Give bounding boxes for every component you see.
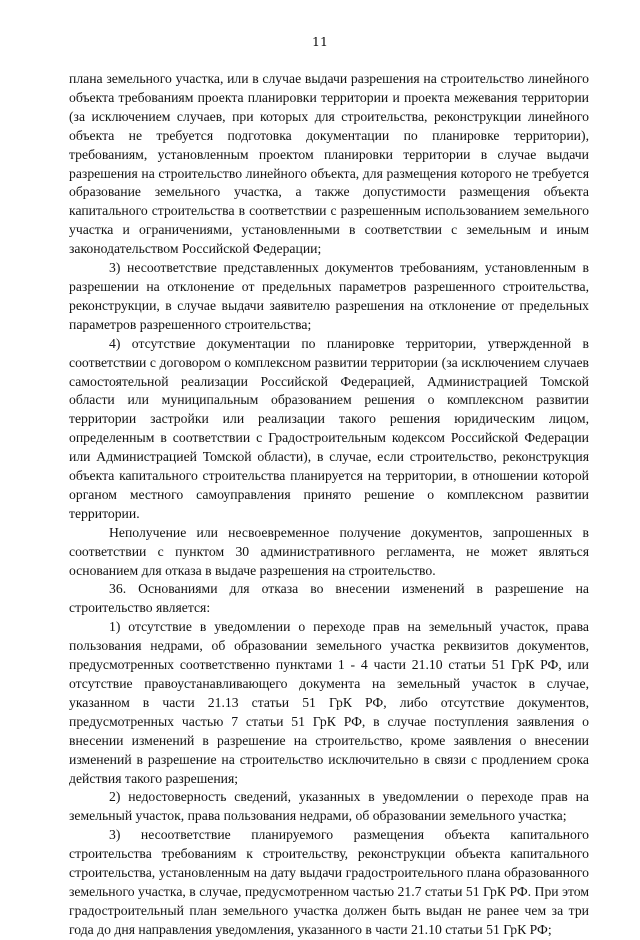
paragraph-item-4: 4) отсутствие документации по планировке территории, утвержденной в соответствии с договором о комплексном развитии территории (за исключением случаев самостоятельной реализации Российской Федерацией, Администрацией Томской области или муниципальным образованием решения о комплексном развитии территории застройки или реализации такого решения юридическим лицом, определенным в соответствии с Градостроительным кодексом Российской Федерации или Администрацией Томской области), в случае, если строительство, реконструкция объекта капитального строительства планируется на территории, в отношении которой органом местного самоуправления принято решение о комплексном развитии территории. [69, 335, 589, 521]
paragraph-section-36-item-1: 1) отсутствие в уведомлении о переходе прав на земельный участок, права пользования недрами, об образовании земельного участка реквизитов документов, предусмотренных соответственно пунктами 1 - 4 части 21.10 статьи 51 ГрК РФ, или отсутствие правоустанавливающего документа на земельный участок в случае, указанном в части 21.13 статьи 51 ГрК РФ, либо отсутствие документов, предусмотренных частью 7 статьи 51 ГрК РФ, в случае поступления заявления о внесении изменений в разрешение на строительство, кроме заявления о внесении изменений в разрешение на строительство исключительно в связи с продлением срока действия такого разрешения; [69, 619, 589, 786]
paragraph-section-36-item-2: 2) недостоверность сведений, указанных в уведомлении о переходе прав на земельный участок, права пользования недрами, об образовании земельного участка; [69, 789, 589, 824]
paragraph-section-36-item-3: 3) несоответствие планируемого размещения объекта капитального строительства требованиям к строительству, реконструкции объекта капитального строительства, установленным на дату выдачи градостроительного плана образованного земельного участка, в случае, предусмотренном частью 21.7 статьи 51 ГрК РФ. При этом градостроительный план земельного участка должен быть выдан не ранее чем за три года до дня направления уведомления, указанного в части 21.10 статьи 51 ГрК РФ; [69, 827, 589, 937]
paragraph-continuation: плана земельного участка, или в случае выдачи разрешения на строительство линейного объекта требованиям проекта планировки территории и проекта межевания территории (за исключением случаев, при которых для строительства, реконструкции линейного объекта не требуется подготовка документации по планировке территории), требованиям, установленным проектом планировки территории в случае выдачи разрешения на строительство линейного объекта, для размещения которого не требуется образование земельного участка, а также допустимости размещения объекта капитального строительства в соответствии с разрешенным использованием земельного участка и ограничениями, установленными в соответствии с земельным и иным законодательством Российской Федерации; [69, 71, 589, 257]
page-number: 11 [312, 34, 328, 49]
document-body [69, 70, 589, 940]
paragraph-section-36: 36. Основаниями для отказа во внесении изменений в разрешение на строительство является: [69, 581, 589, 616]
paragraph-note: Неполучение или несвоевременное получение документов, запрошенных в соответствии с пунктом 30 административного регламента, не может являться основанием для отказа в выдаче разрешения на строительство. [69, 524, 589, 578]
paragraph-item-3: 3) несоответствие представленных документов требованиям, установленным в разрешении на отклонение от предельных параметров разрешенного строительства, реконструкции, в случае выдачи заявителю разрешения на отклонение от предельных параметров разрешенного строительства; [69, 260, 589, 332]
